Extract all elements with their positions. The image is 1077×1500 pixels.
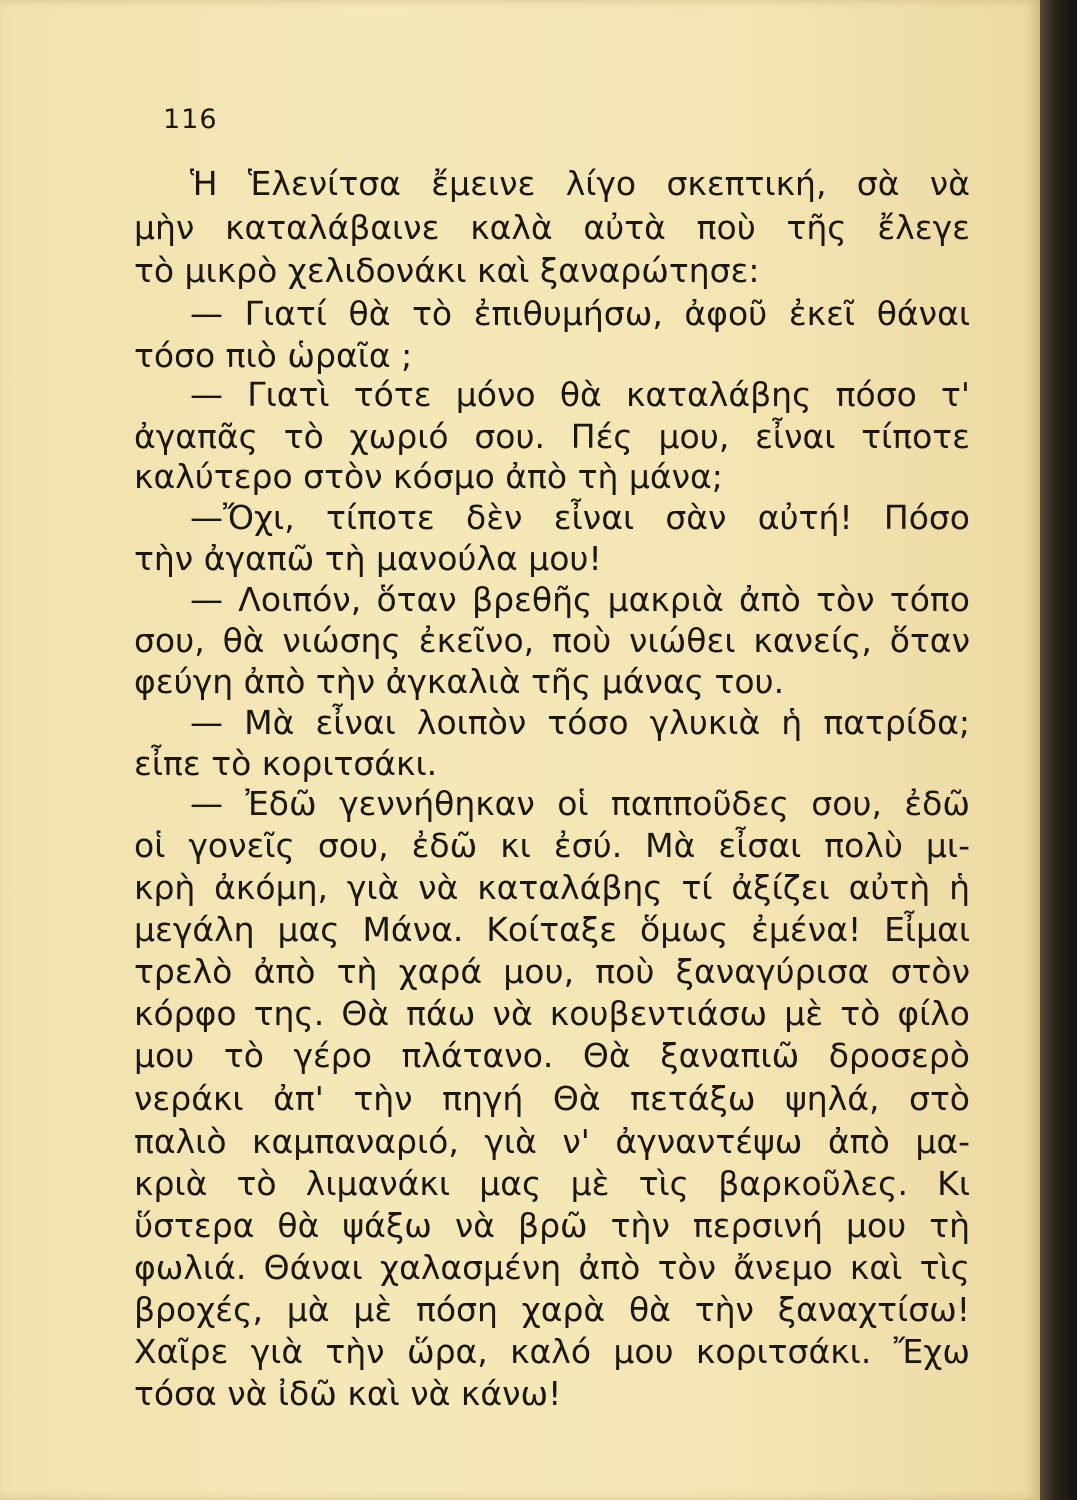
text-line: τόσο πιὸ ὡραῖα ; <box>134 336 413 375</box>
text-line: κόρφο της. Θὰ πάω νὰ κουβεντιάσω μὲ τὸ φίλο <box>134 994 970 1033</box>
text-line: τόσα νὰ ἰδῶ καὶ νὰ κάνω! <box>134 1374 562 1413</box>
text-line: οἱ γονεῖς σου, ἐδῶ κι ἐσύ. Μὰ εἶσαι πολὺ μι- <box>134 826 970 865</box>
text-line: ἀγαπᾶς τὸ χωριό σου. Πές μου, εἶναι τίποτε <box>134 417 970 456</box>
text-line: νεράκι ἀπ' τὴν πηγή Θὰ πετάξω ψηλά, στὸ <box>134 1079 970 1118</box>
text-line: μὴν καταλάβαινε καλὰ αὐτὰ ποὺ τῆς ἔλεγε <box>134 208 970 247</box>
text-line: — Λοιπόν, ὅταν βρεθῆς μακριὰ ἀπὸ τὸν τόπο <box>190 580 970 619</box>
text-line: μου τὸ γέρο πλάτανο. Θὰ ξαναπιῶ δροσερὸ <box>134 1036 970 1075</box>
book-binding-edge <box>1040 0 1077 1500</box>
text-line: φωλιά. Θάναι χαλασμένη ἀπὸ τὸν ἄνεμο καὶ τὶς <box>134 1248 970 1287</box>
text-line: καλύτερο στὸν κόσμο ἀπὸ τὴ μάνα; <box>134 457 723 496</box>
text-line: βροχές, μὰ μὲ πόση χαρὰ θὰ τὴν ξαναχτίσω! <box>134 1290 970 1329</box>
page-number: 116 <box>163 104 218 135</box>
text-line: — Γιατί θὰ τὸ ἐπιθυμήσω, ἀφοῦ ἐκεῖ θάναι <box>190 294 970 333</box>
text-line: Ἡ Ἑλενίτσα ἔμεινε λίγο σκεπτική, σὰ νὰ <box>190 164 970 203</box>
text-line: παλιὸ καμπαναριό, γιὰ ν' ἀγναντέψω ἀπὸ μα- <box>134 1122 970 1161</box>
text-line: εἶπε τὸ κοριτσάκι. <box>134 744 438 783</box>
text-line: ὕστερα θὰ ψάξω νὰ βρῶ τὴν περσινή μου τὴ <box>134 1206 970 1245</box>
text-line: —Ὄχι, τίποτε δὲν εἶναι σὰν αὐτή! Πόσο <box>190 498 970 537</box>
text-line: κρὴ ἀκόμη, γιὰ νὰ καταλάβης τί ἀξίζει αὐτὴ ἡ <box>134 868 970 907</box>
text-line: Χαῖρε γιὰ τὴν ὥρα, καλό μου κοριτσάκι. Ἔχω <box>134 1332 970 1371</box>
text-line: τὴν ἀγαπῶ τὴ μανούλα μου! <box>134 539 602 578</box>
text-line: σου, θὰ νιώσης ἐκεῖνο, ποὺ νιώθει κανείς, ὅταν <box>134 621 970 660</box>
text-line: — Μὰ εἶναι λοιπὸν τόσο γλυκιὰ ἡ πατρίδα; <box>190 703 970 742</box>
text-line: τρελὸ ἀπὸ τὴ χαρά μου, ποὺ ξαναγύρισα στὸν <box>134 952 970 991</box>
text-line: μεγάλη μας Μάνα. Κοίταξε ὅμως ἐμένα! Εἶμαι <box>134 910 970 949</box>
text-line: τὸ μικρὸ χελιδονάκι καὶ ξαναρώτησε: <box>134 251 760 290</box>
text-line: — Γιατὶ τότε μόνο θὰ καταλάβης πόσο τ' <box>190 375 970 414</box>
text-line: — Ἐδῶ γεννήθηκαν οἱ παπποῦδες σου, ἐδῶ <box>190 784 970 823</box>
text-line: φεύγη ἀπὸ τὴν ἀγκαλιὰ τῆς μάνας του. <box>134 662 785 701</box>
text-line: κριὰ τὸ λιμανάκι μας μὲ τὶς βαρκοῦλες. Κι <box>134 1164 970 1203</box>
